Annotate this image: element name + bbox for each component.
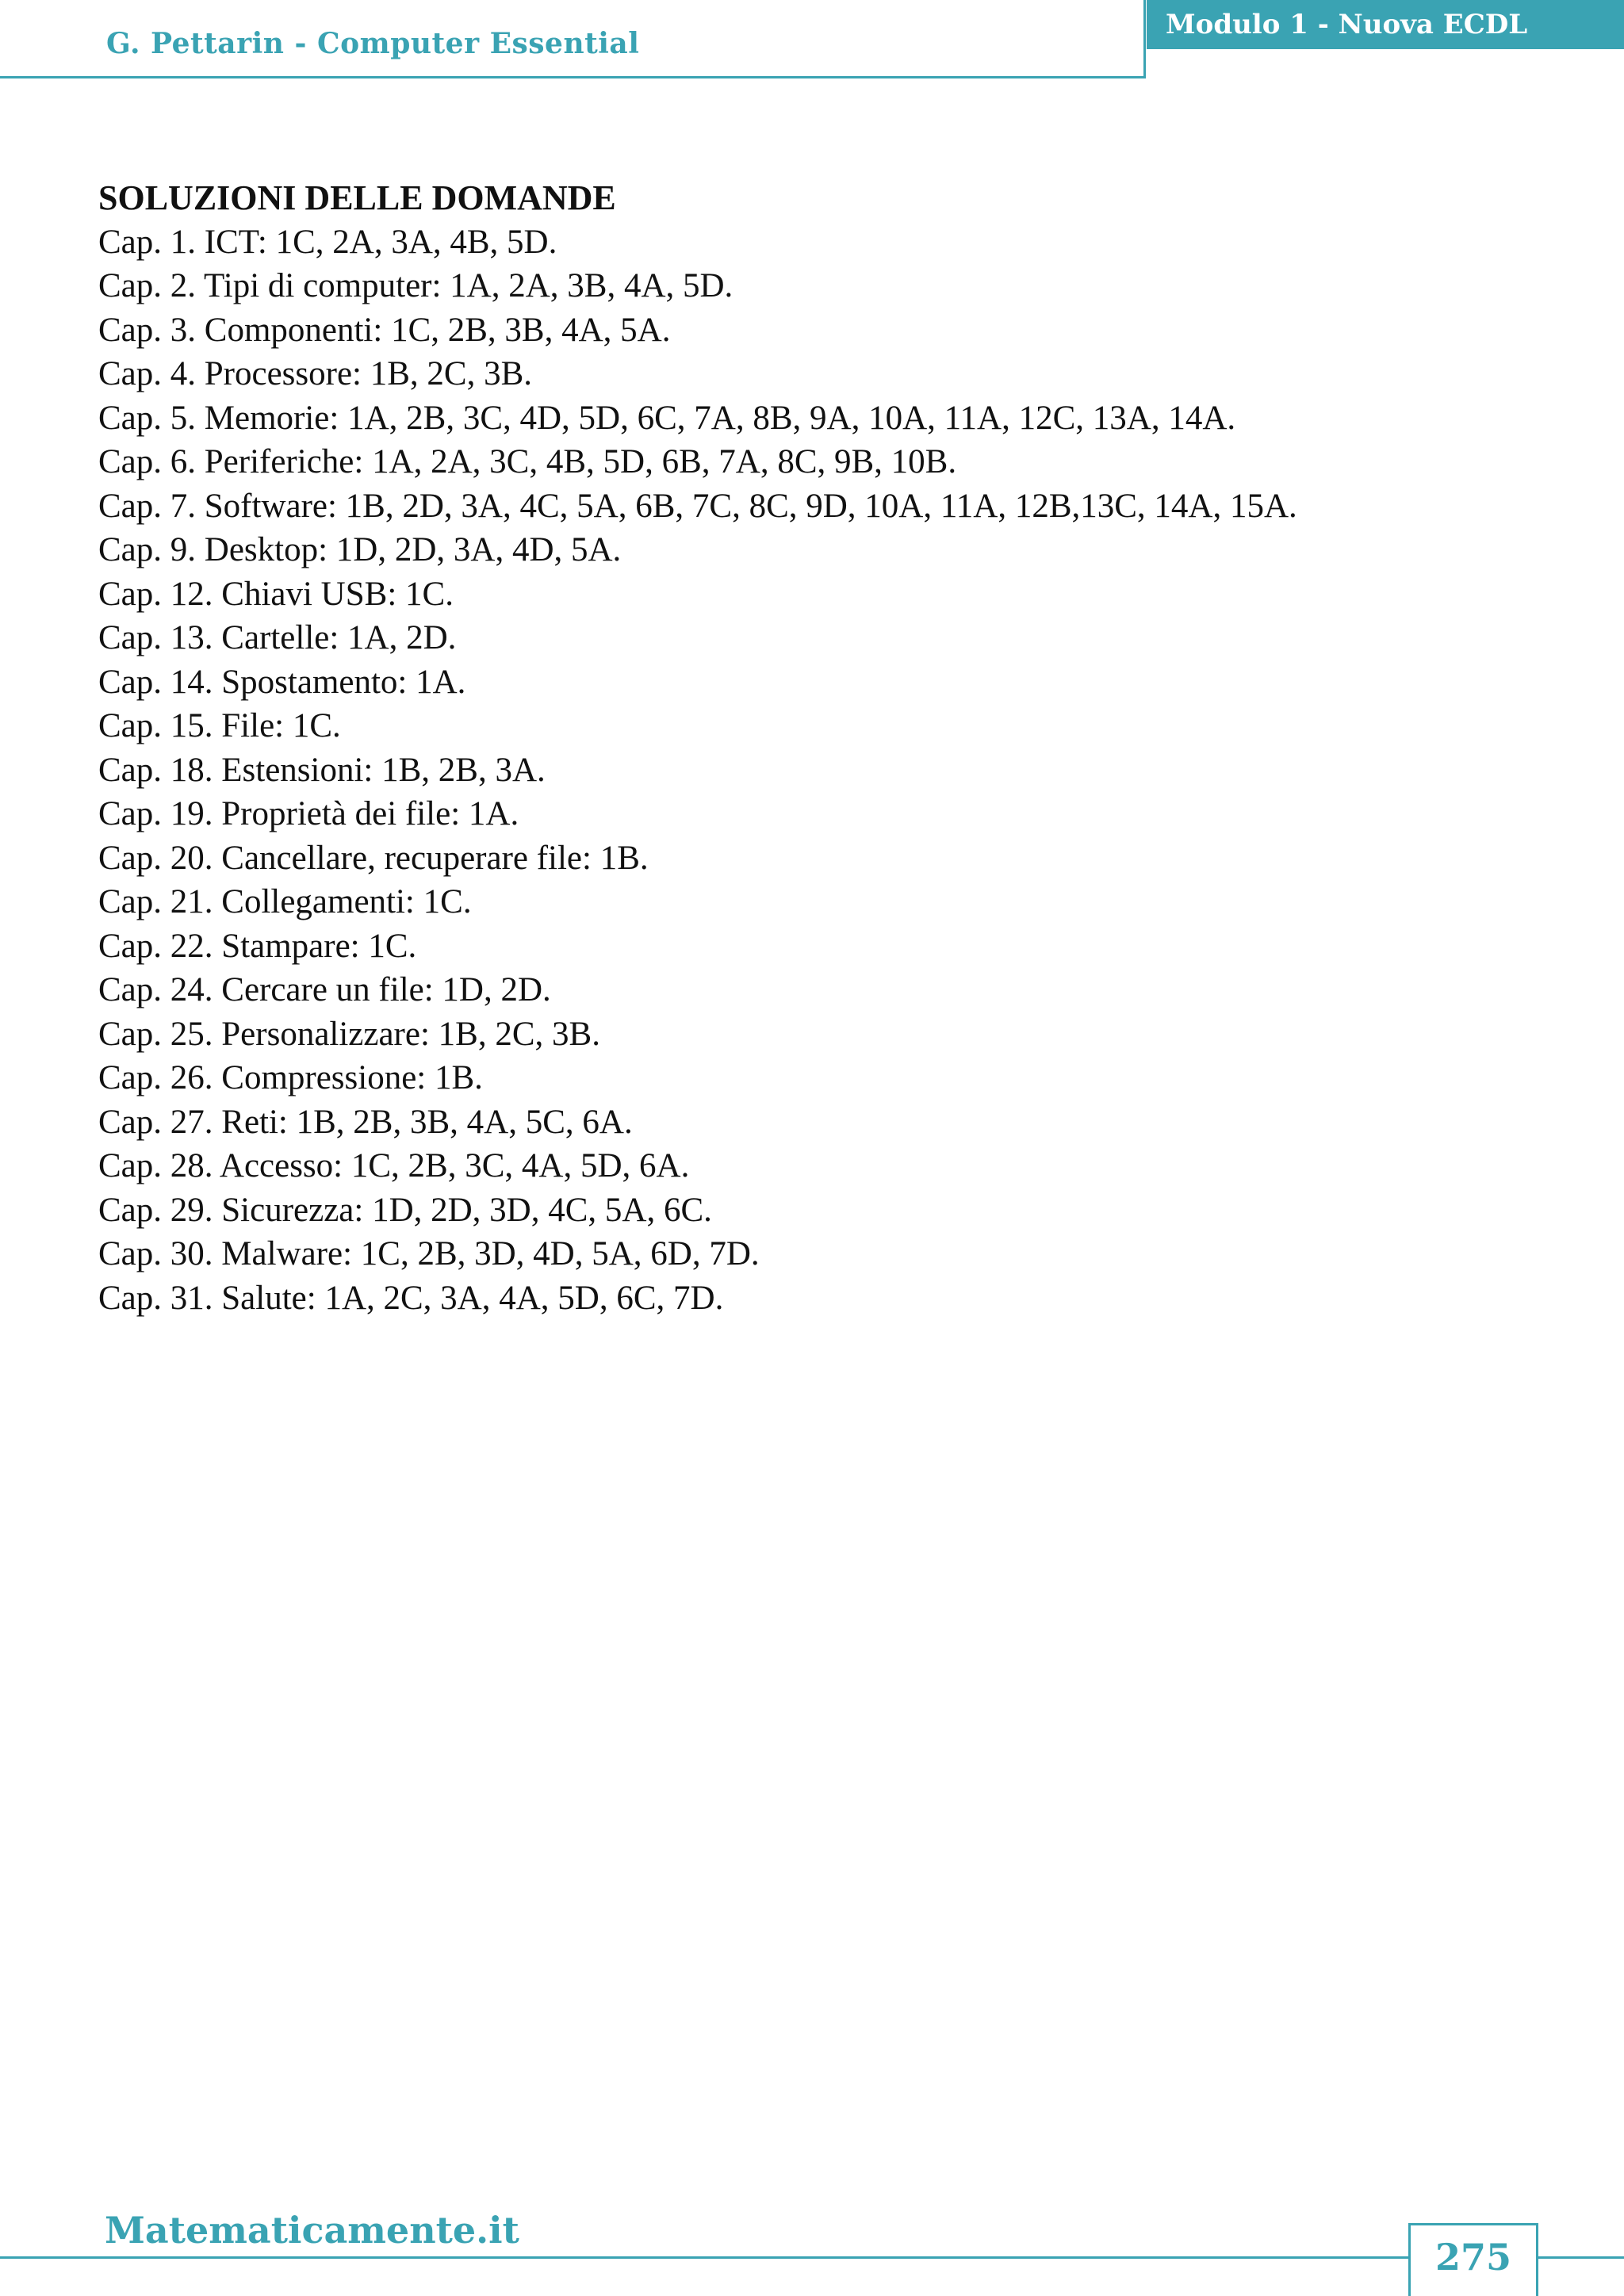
- answer-line: Cap. 26. Compressione: 1B.: [98, 1059, 483, 1096]
- answer-line: Cap. 12. Chiavi USB: 1C.: [98, 575, 454, 613]
- page-title: SOLUZIONI DELLE DOMANDE: [98, 178, 616, 217]
- answer-line: Cap. 31. Salute: 1A, 2C, 3A, 4A, 5D, 6C, 7D.: [98, 1279, 724, 1317]
- answers-list: [98, 220, 1542, 1321]
- answer-line: Cap. 13. Cartelle: 1A, 2D.: [98, 619, 457, 656]
- answer-line: Cap. 15. File: 1C.: [98, 707, 341, 744]
- footer-rule-right: [1538, 2256, 1624, 2259]
- answer-line: Cap. 2. Tipi di computer: 1A, 2A, 3B, 4A, 5D.: [98, 267, 733, 304]
- answer-line: Cap. 1. ICT: 1C, 2A, 3A, 4B, 5D.: [98, 223, 557, 261]
- answer-line: Cap. 19. Proprietà dei file: 1A.: [98, 795, 519, 832]
- footer-rule-left: [0, 2256, 1408, 2259]
- answer-line: Cap. 9. Desktop: 1D, 2D, 3A, 4D, 5A.: [98, 531, 622, 568]
- header-module-tab: Modulo 1 - Nuova ECDL: [1147, 0, 1624, 49]
- answer-line: Cap. 29. Sicurezza: 1D, 2D, 3D, 4C, 5A, 6C.: [98, 1191, 712, 1229]
- page-number-box: [1408, 2223, 1538, 2296]
- answer-line: Cap. 25. Personalizzare: 1B, 2C, 3B.: [98, 1015, 600, 1053]
- answer-line: Cap. 21. Collegamenti: 1C.: [98, 883, 472, 920]
- answer-line: Cap. 22. Stampare: 1C.: [98, 927, 417, 965]
- answer-line: Cap. 20. Cancellare, recuperare file: 1B.: [98, 839, 649, 877]
- header-tab-divider: [1143, 0, 1146, 78]
- answer-line: Cap. 27. Reti: 1B, 2B, 3B, 4A, 5C, 6A.: [98, 1103, 633, 1141]
- answer-line: Cap. 24. Cercare un file: 1D, 2D.: [98, 971, 551, 1008]
- answer-line: Cap. 28. Accesso: 1C, 2B, 3C, 4A, 5D, 6A.: [98, 1147, 690, 1184]
- answer-line: Cap. 6. Periferiche: 1A, 2A, 3C, 4B, 5D, 6B, 7A, 8C, 9B, 10B.: [98, 443, 957, 480]
- answer-line: Cap. 30. Malware: 1C, 2B, 3D, 4D, 5A, 6D, 7D.: [98, 1235, 760, 1272]
- page-content: [98, 176, 1542, 1320]
- page-number: 275: [1434, 2236, 1512, 2279]
- answer-line: Cap. 5. Memorie: 1A, 2B, 3C, 4D, 5D, 6C, 7A, 8B, 9A, 10A, 11A, 12C, 13A, 14A.: [98, 399, 1236, 437]
- answer-line: Cap. 3. Componenti: 1C, 2B, 3B, 4A, 5A.: [98, 311, 671, 349]
- header-author: G. Pettarin - Computer Essential: [106, 27, 640, 60]
- header-rule: [0, 76, 1145, 78]
- footer-site-name: Matematicamente.it: [105, 2209, 519, 2252]
- answer-line: Cap. 4. Processore: 1B, 2C, 3B.: [98, 355, 533, 392]
- answer-line: Cap. 18. Estensioni: 1B, 2B, 3A.: [98, 751, 546, 789]
- answer-line: Cap. 7. Software: 1B, 2D, 3A, 4C, 5A, 6B, 7C, 8C, 9D, 10A, 11A, 12B,13C, 14A, 15A.: [98, 487, 1297, 525]
- answer-line: Cap. 14. Spostamento: 1A.: [98, 663, 466, 701]
